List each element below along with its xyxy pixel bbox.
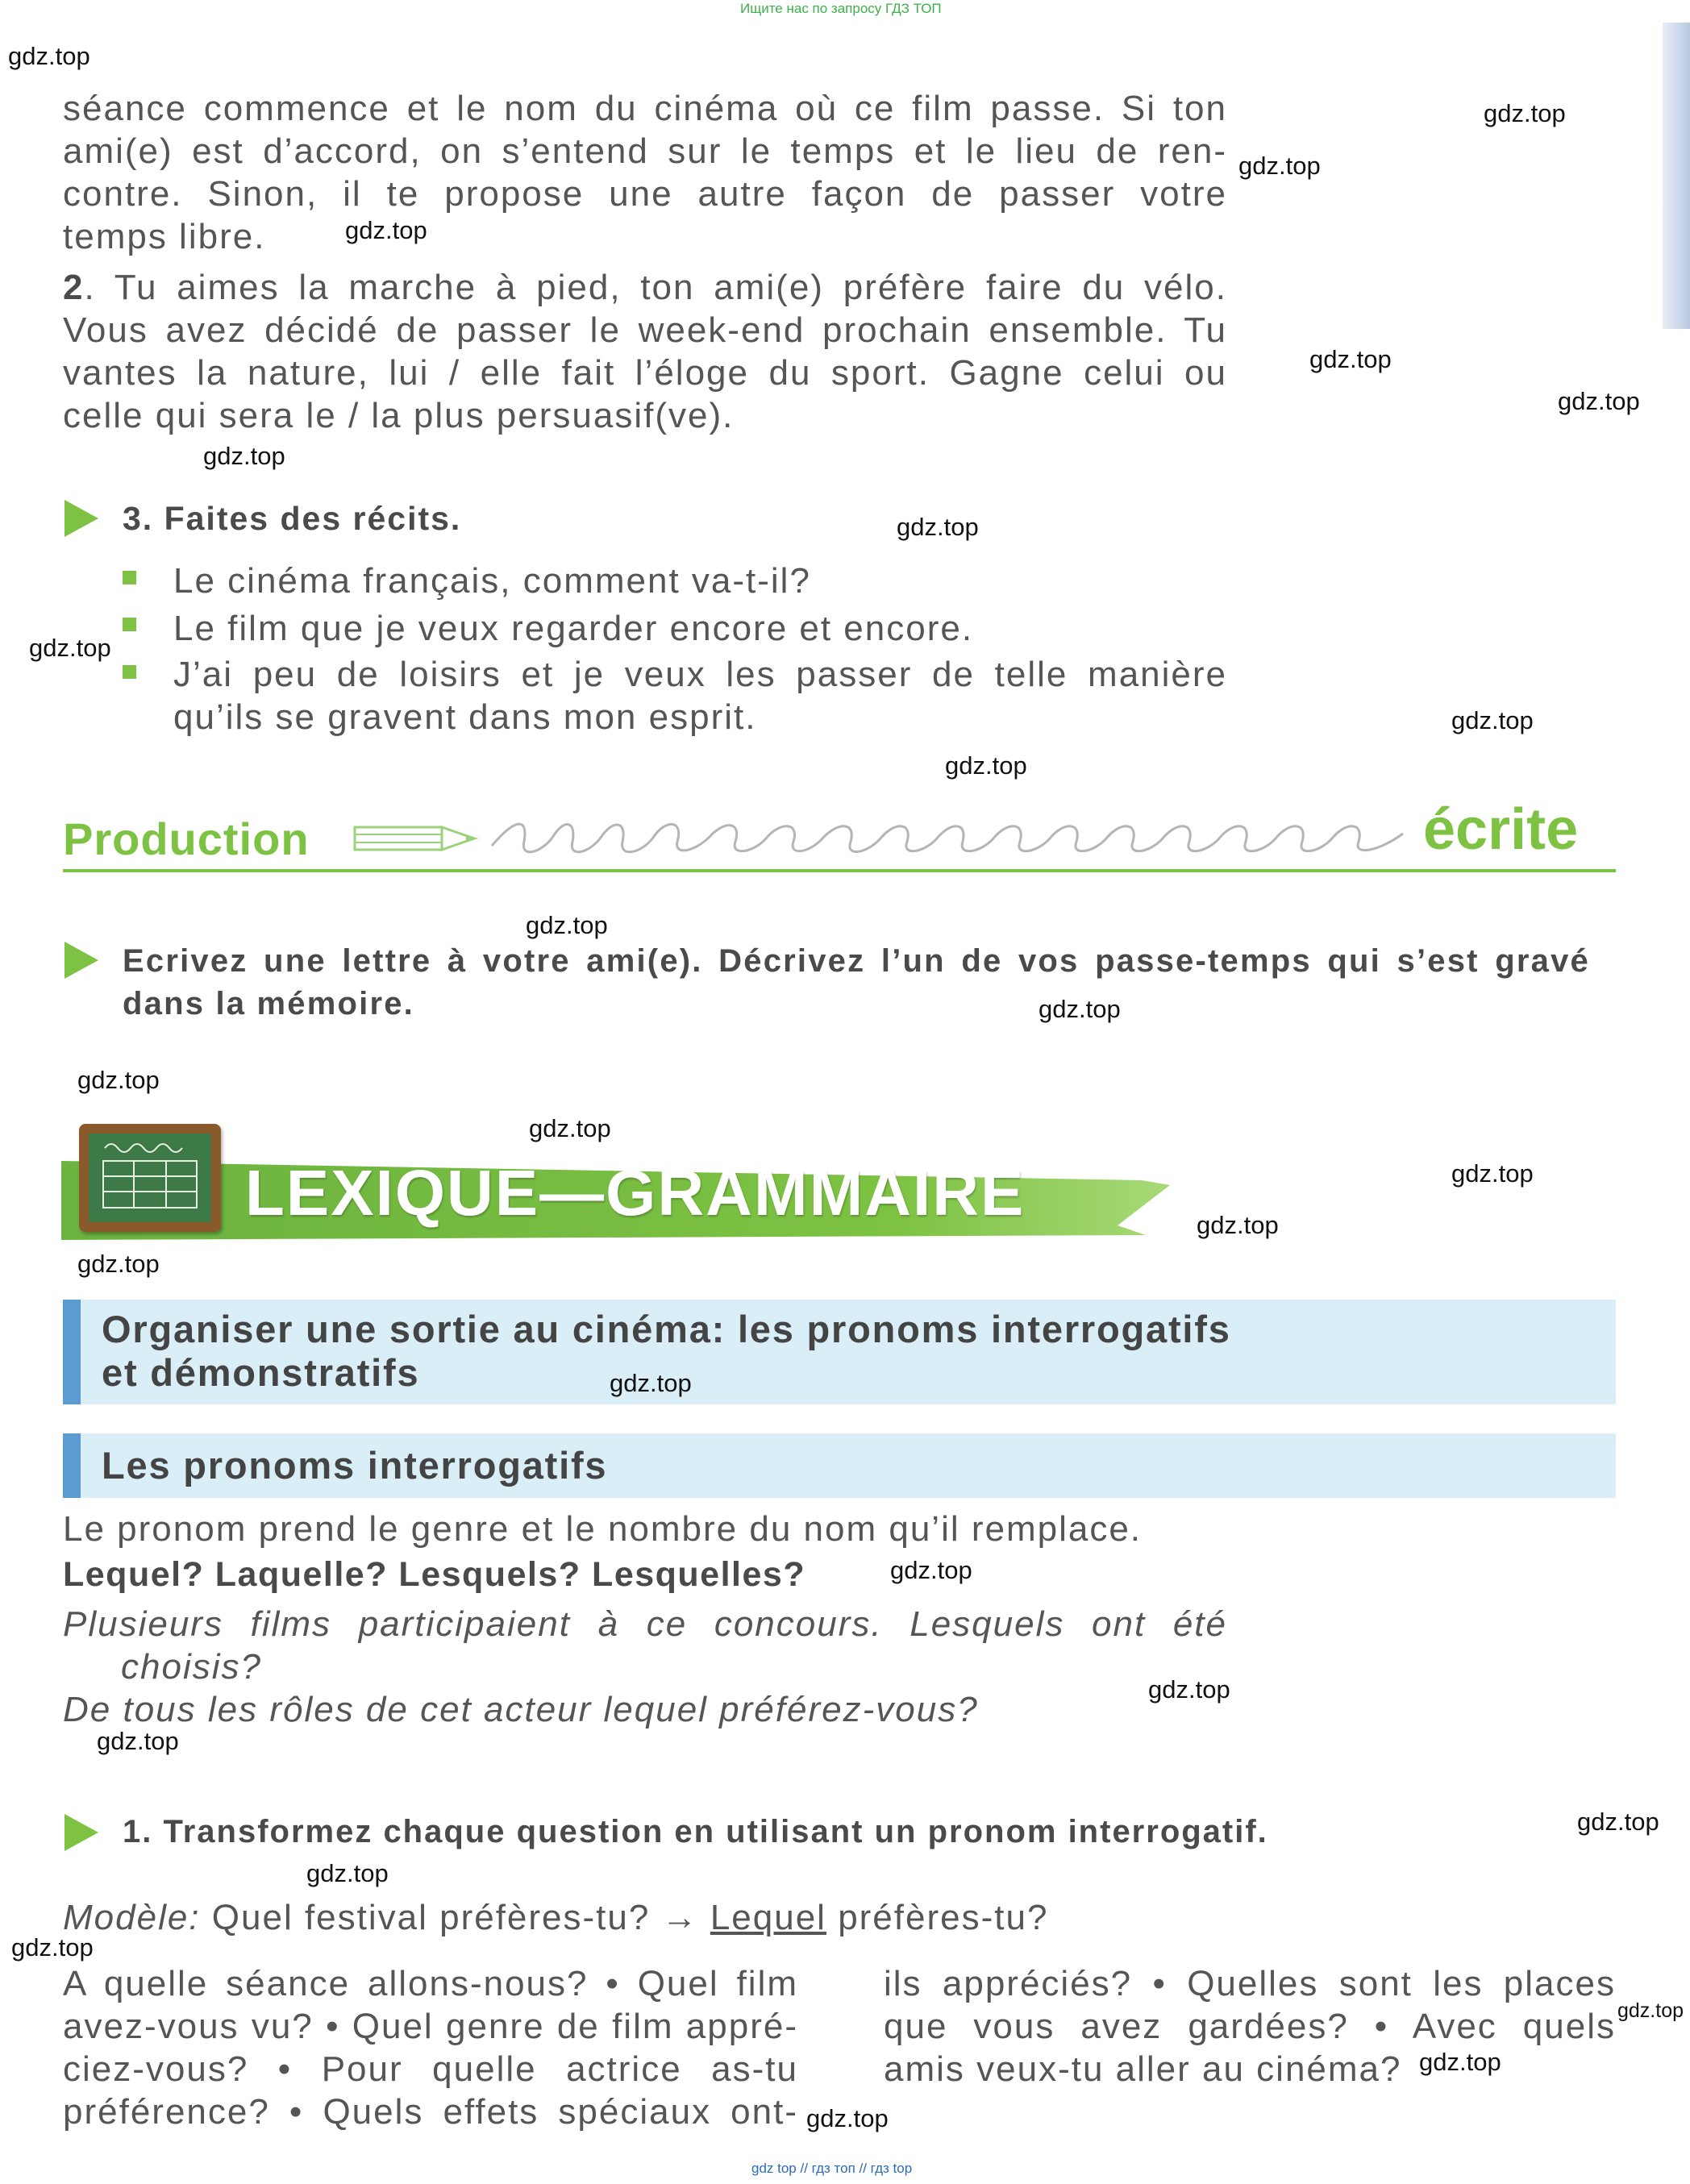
exercise-1-model bbox=[63, 1896, 1048, 1939]
production-underline bbox=[63, 869, 1616, 872]
intro-line: temps libre. bbox=[63, 217, 266, 256]
watermark: gdz.top bbox=[11, 1933, 94, 1961]
exercise-1-title: 1. Transformez chaque question en utilisant un pronom interrogatif. bbox=[123, 1814, 1268, 1849]
intro-line: contre. Sinon, il te propose une autre façon de passer votre bbox=[63, 174, 1227, 214]
top-notice: Ищите нас по запросу ГДЗ ТОП bbox=[740, 1, 942, 16]
bullet-square-icon bbox=[123, 618, 136, 631]
pencil-icon bbox=[353, 821, 482, 856]
bullet-item-continuation: qu’ils se gravent dans mon esprit. bbox=[173, 697, 757, 737]
chalk-drawing-icon bbox=[89, 1134, 211, 1222]
watermark: gdz.top bbox=[526, 911, 608, 939]
watermark: gdz.top bbox=[1419, 2048, 1501, 2076]
exercise-3-bullets bbox=[173, 559, 1227, 739]
grammar-rule: Le pronom prend le genre et le nombre du nom qu’il remplace. bbox=[63, 1509, 1143, 1549]
watermark: gdz.top bbox=[1451, 706, 1534, 734]
exercise-3-title: 3. Faites des récits. bbox=[123, 500, 462, 537]
exercise-1-left-column bbox=[63, 1962, 798, 2133]
watermark: gdz.top bbox=[77, 1066, 160, 1094]
bullet-item: Le film que je veux regarder encore et encore. bbox=[173, 609, 974, 648]
bullet-square-icon bbox=[123, 571, 136, 584]
watermark: gdz.top bbox=[1197, 1211, 1279, 1239]
watermark: gdz.top bbox=[203, 442, 285, 470]
exercise-1-line: que vous avez gardées? • Avec quels bbox=[884, 2007, 1616, 2046]
watermark: gdz.top bbox=[1309, 345, 1392, 373]
production-left-label: Production bbox=[63, 813, 310, 864]
production-instruction bbox=[123, 940, 1590, 1025]
watermark: gdz.top bbox=[77, 1250, 160, 1278]
watermark: gdz.top bbox=[897, 513, 979, 541]
item-2-text: . Tu aimes la marche à pied, ton ami(e) préfère faire du vélo. bbox=[84, 268, 1227, 307]
section-2-accent bbox=[63, 1433, 81, 1498]
watermark: gdz.top bbox=[97, 1727, 179, 1755]
item-2-paragraph bbox=[63, 266, 1227, 437]
grammar-example-1 bbox=[63, 1603, 1227, 1688]
handwriting-decoration bbox=[484, 809, 1411, 866]
watermark: gdz.top bbox=[306, 1859, 389, 1887]
bottom-notice: gdz top // гдз топ // гдз top bbox=[751, 2161, 913, 2176]
item-2-line: Vous avez décidé de passer le week-end prochain ensemble. Tu bbox=[63, 310, 1227, 350]
intro-line: ami(e) est d’accord, on s’entend sur le temps et le lieu de ren- bbox=[63, 131, 1227, 171]
item-2-line bbox=[63, 266, 1227, 309]
grammar-forms: Lequel? Laquelle? Lesquels? Lesquelles? bbox=[63, 1555, 806, 1594]
section-2-heading: Les pronoms interrogatifs bbox=[102, 1444, 608, 1487]
item-2-line: celle qui sera le / la plus persuasif(ve). bbox=[63, 396, 735, 435]
production-right-label: écrite bbox=[1423, 797, 1579, 862]
watermark: gdz.top bbox=[610, 1369, 692, 1397]
grammar-example-2: De tous les rôles de cet acteur lequel préférez-vous? bbox=[63, 1690, 979, 1729]
bullet-item: Le cinéma français, comment va-t-il? bbox=[173, 561, 811, 601]
exercise-1-line: ils appréciés? • Quelles sont les places bbox=[884, 1964, 1616, 2003]
production-instruction-line: dans la mémoire. bbox=[123, 986, 414, 1021]
exercise-1-arrow-icon bbox=[65, 1814, 98, 1851]
watermark: gdz.top bbox=[8, 42, 90, 70]
watermark: gdz.top bbox=[806, 2104, 889, 2132]
watermark: gdz.top bbox=[1148, 1675, 1230, 1704]
exercise-1-line: avez-vous vu? • Quel genre de film appré- bbox=[63, 2007, 798, 2046]
watermark: gdz.top bbox=[345, 216, 427, 244]
blackboard-icon bbox=[79, 1124, 221, 1232]
watermark: gdz.top bbox=[29, 634, 111, 662]
watermark: gdz.top bbox=[1238, 152, 1321, 180]
intro-line: séance commence et le nom du cinéma où ce film passe. Si ton bbox=[63, 89, 1227, 128]
banner-title: LEXIQUE—GRAMMAIRE bbox=[245, 1157, 1026, 1229]
production-arrow-icon bbox=[65, 942, 98, 979]
exercise-3-arrow-icon bbox=[65, 500, 98, 537]
exercise-1-right-column bbox=[884, 1962, 1616, 2090]
model-rest: préfères-tu? bbox=[838, 1898, 1049, 1937]
bullet-item: J’ai peu de loisirs et je veux les passer de telle manière bbox=[173, 655, 1227, 694]
watermark: gdz.top bbox=[890, 1556, 972, 1584]
watermark: gdz.top bbox=[1484, 99, 1566, 127]
item-2-line: vantes la nature, lui / elle fait l’éloge du sport. Gagne celui ou bbox=[63, 353, 1227, 393]
section-1-heading-line: et démonstratifs bbox=[102, 1351, 420, 1394]
exercise-1-line: A quelle séance allons-nous? • Quel film bbox=[63, 1964, 798, 2003]
page-edge-strip bbox=[1663, 23, 1690, 329]
section-1-heading-line: Organiser une sortie au cinéma: les pronoms interrogatifs bbox=[102, 1308, 1231, 1350]
model-answer: Lequel bbox=[710, 1898, 826, 1937]
grammar-example-1-line: choisis? bbox=[121, 1647, 262, 1687]
item-2-number: 2 bbox=[63, 268, 85, 307]
grammar-example-1-line: Plusieurs films participaient à ce concours. Lesquels ont été bbox=[63, 1604, 1227, 1644]
watermark: gdz.top bbox=[945, 751, 1027, 780]
bullet-square-icon bbox=[123, 665, 136, 679]
watermark: gdz.top bbox=[1451, 1159, 1534, 1188]
intro-paragraph bbox=[63, 87, 1227, 258]
exercise-1-line: amis veux-tu aller au cinéma? bbox=[884, 2049, 1402, 2089]
watermark: gdz.top bbox=[1558, 387, 1640, 415]
watermark: gdz.top bbox=[1577, 1808, 1659, 1836]
model-question: Quel festival préfères-tu? → bbox=[211, 1898, 699, 1937]
exercise-1-line: ciez-vous? • Pour quelle actrice as-tu bbox=[63, 2049, 798, 2089]
watermark: gdz.top bbox=[529, 1114, 611, 1142]
watermark: gdz.top bbox=[1617, 1999, 1684, 2022]
watermark: gdz.top bbox=[1039, 995, 1121, 1023]
exercise-1-line: préférence? • Quels effets spéciaux ont- bbox=[63, 2092, 798, 2132]
model-label: Modèle: bbox=[63, 1898, 201, 1937]
section-1-accent bbox=[63, 1300, 81, 1404]
production-instruction-line: Ecrivez une lettre à votre ami(e). Décrivez l’un de vos passe-temps qui s’est gravé bbox=[123, 943, 1590, 979]
